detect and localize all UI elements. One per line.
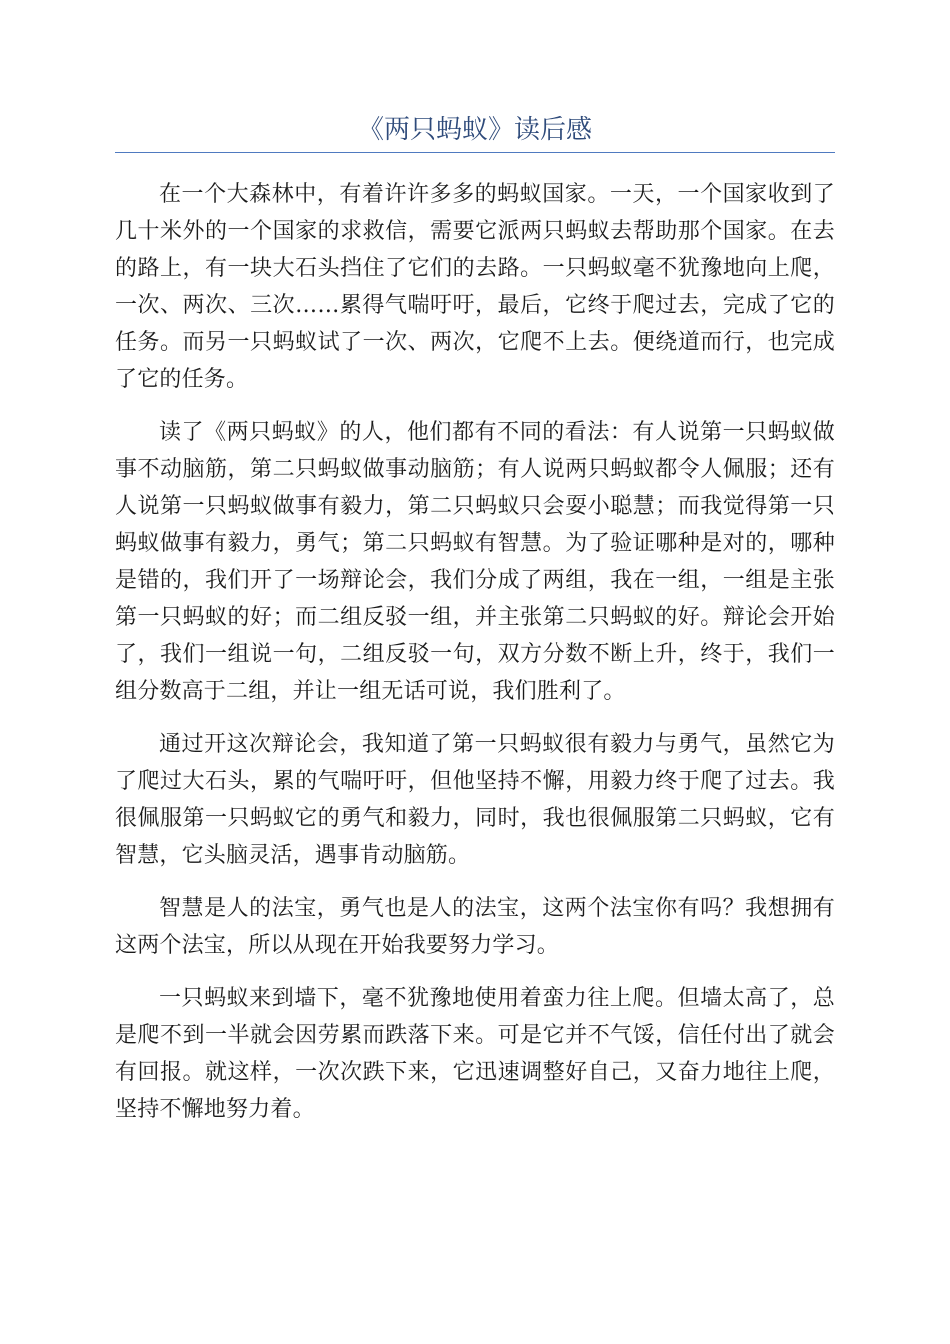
- title-underline: [115, 152, 835, 153]
- paragraph-4: 智慧是人的法宝，勇气也是人的法宝，这两个法宝你有吗？我想拥有这两个法宝，所以从现在开始我要努力学习。: [115, 896, 835, 958]
- paragraph-1: 在一个大森林中，有着许许多多的蚂蚁国家。一天，一个国家收到了几十米外的一个国家的求救信，需要它派两只蚂蚁去帮助那个国家。在去的路上，有一块大石头挡住了它们的去路。一只蚂蚁毫不犹豫地向上爬，一次、两次、三次……累得气喘吁吁，最后，它终于爬过去，完成了它的任务。而另一只蚂蚁试了一次、两次，它爬不上去。便绕道而行，也完成了它的任务。: [115, 182, 835, 392]
- document-title: 《两只蚂蚁》读后感: [357, 115, 592, 145]
- paragraph-2: 读了《两只蚂蚁》的人，他们都有不同的看法：有人说第一只蚂蚁做事不动脑筋，第二只蚂蚁做事动脑筋；有人说两只蚂蚁都令人佩服；还有人说第一只蚂蚁做事有毅力，第二只蚂蚁只会耍小聪慧；而我觉得第一只蚂蚁做事有毅力，勇气；第二只蚂蚁有智慧。为了验证哪种是对的，哪种是错的，我们开了一场辩论会，我们分成了两组，我在一组，一组是主张第一只蚂蚁的好；而二组反驳一组，并主张第二只蚂蚁的好。辩论会开始了，我们一组说一句，二组反驳一句，双方分数不断上升，终于，我们一组分数高于二组，并让一组无话可说，我们胜利了。: [115, 420, 835, 704]
- paragraph-5: 一只蚂蚁来到墙下，毫不犹豫地使用着蛮力往上爬。但墙太高了，总是爬不到一半就会因劳累而跌落下来。可是它并不气馁，信任付出了就会有回报。就这样，一次次跌下来，它迅速调整好自己，又奋力地往上爬，坚持不懈地努力着。: [115, 986, 835, 1122]
- document-body: [115, 176, 835, 1144]
- paragraph-3: 通过开这次辩论会，我知道了第一只蚂蚁很有毅力与勇气，虽然它为了爬过大石头，累的气喘吁吁，但他坚持不懈，用毅力终于爬了过去。我很佩服第一只蚂蚁它的勇气和毅力，同时，我也很佩服第二只蚂蚁，它有智慧，它头脑灵活，遇事肯动脑筋。: [115, 732, 835, 868]
